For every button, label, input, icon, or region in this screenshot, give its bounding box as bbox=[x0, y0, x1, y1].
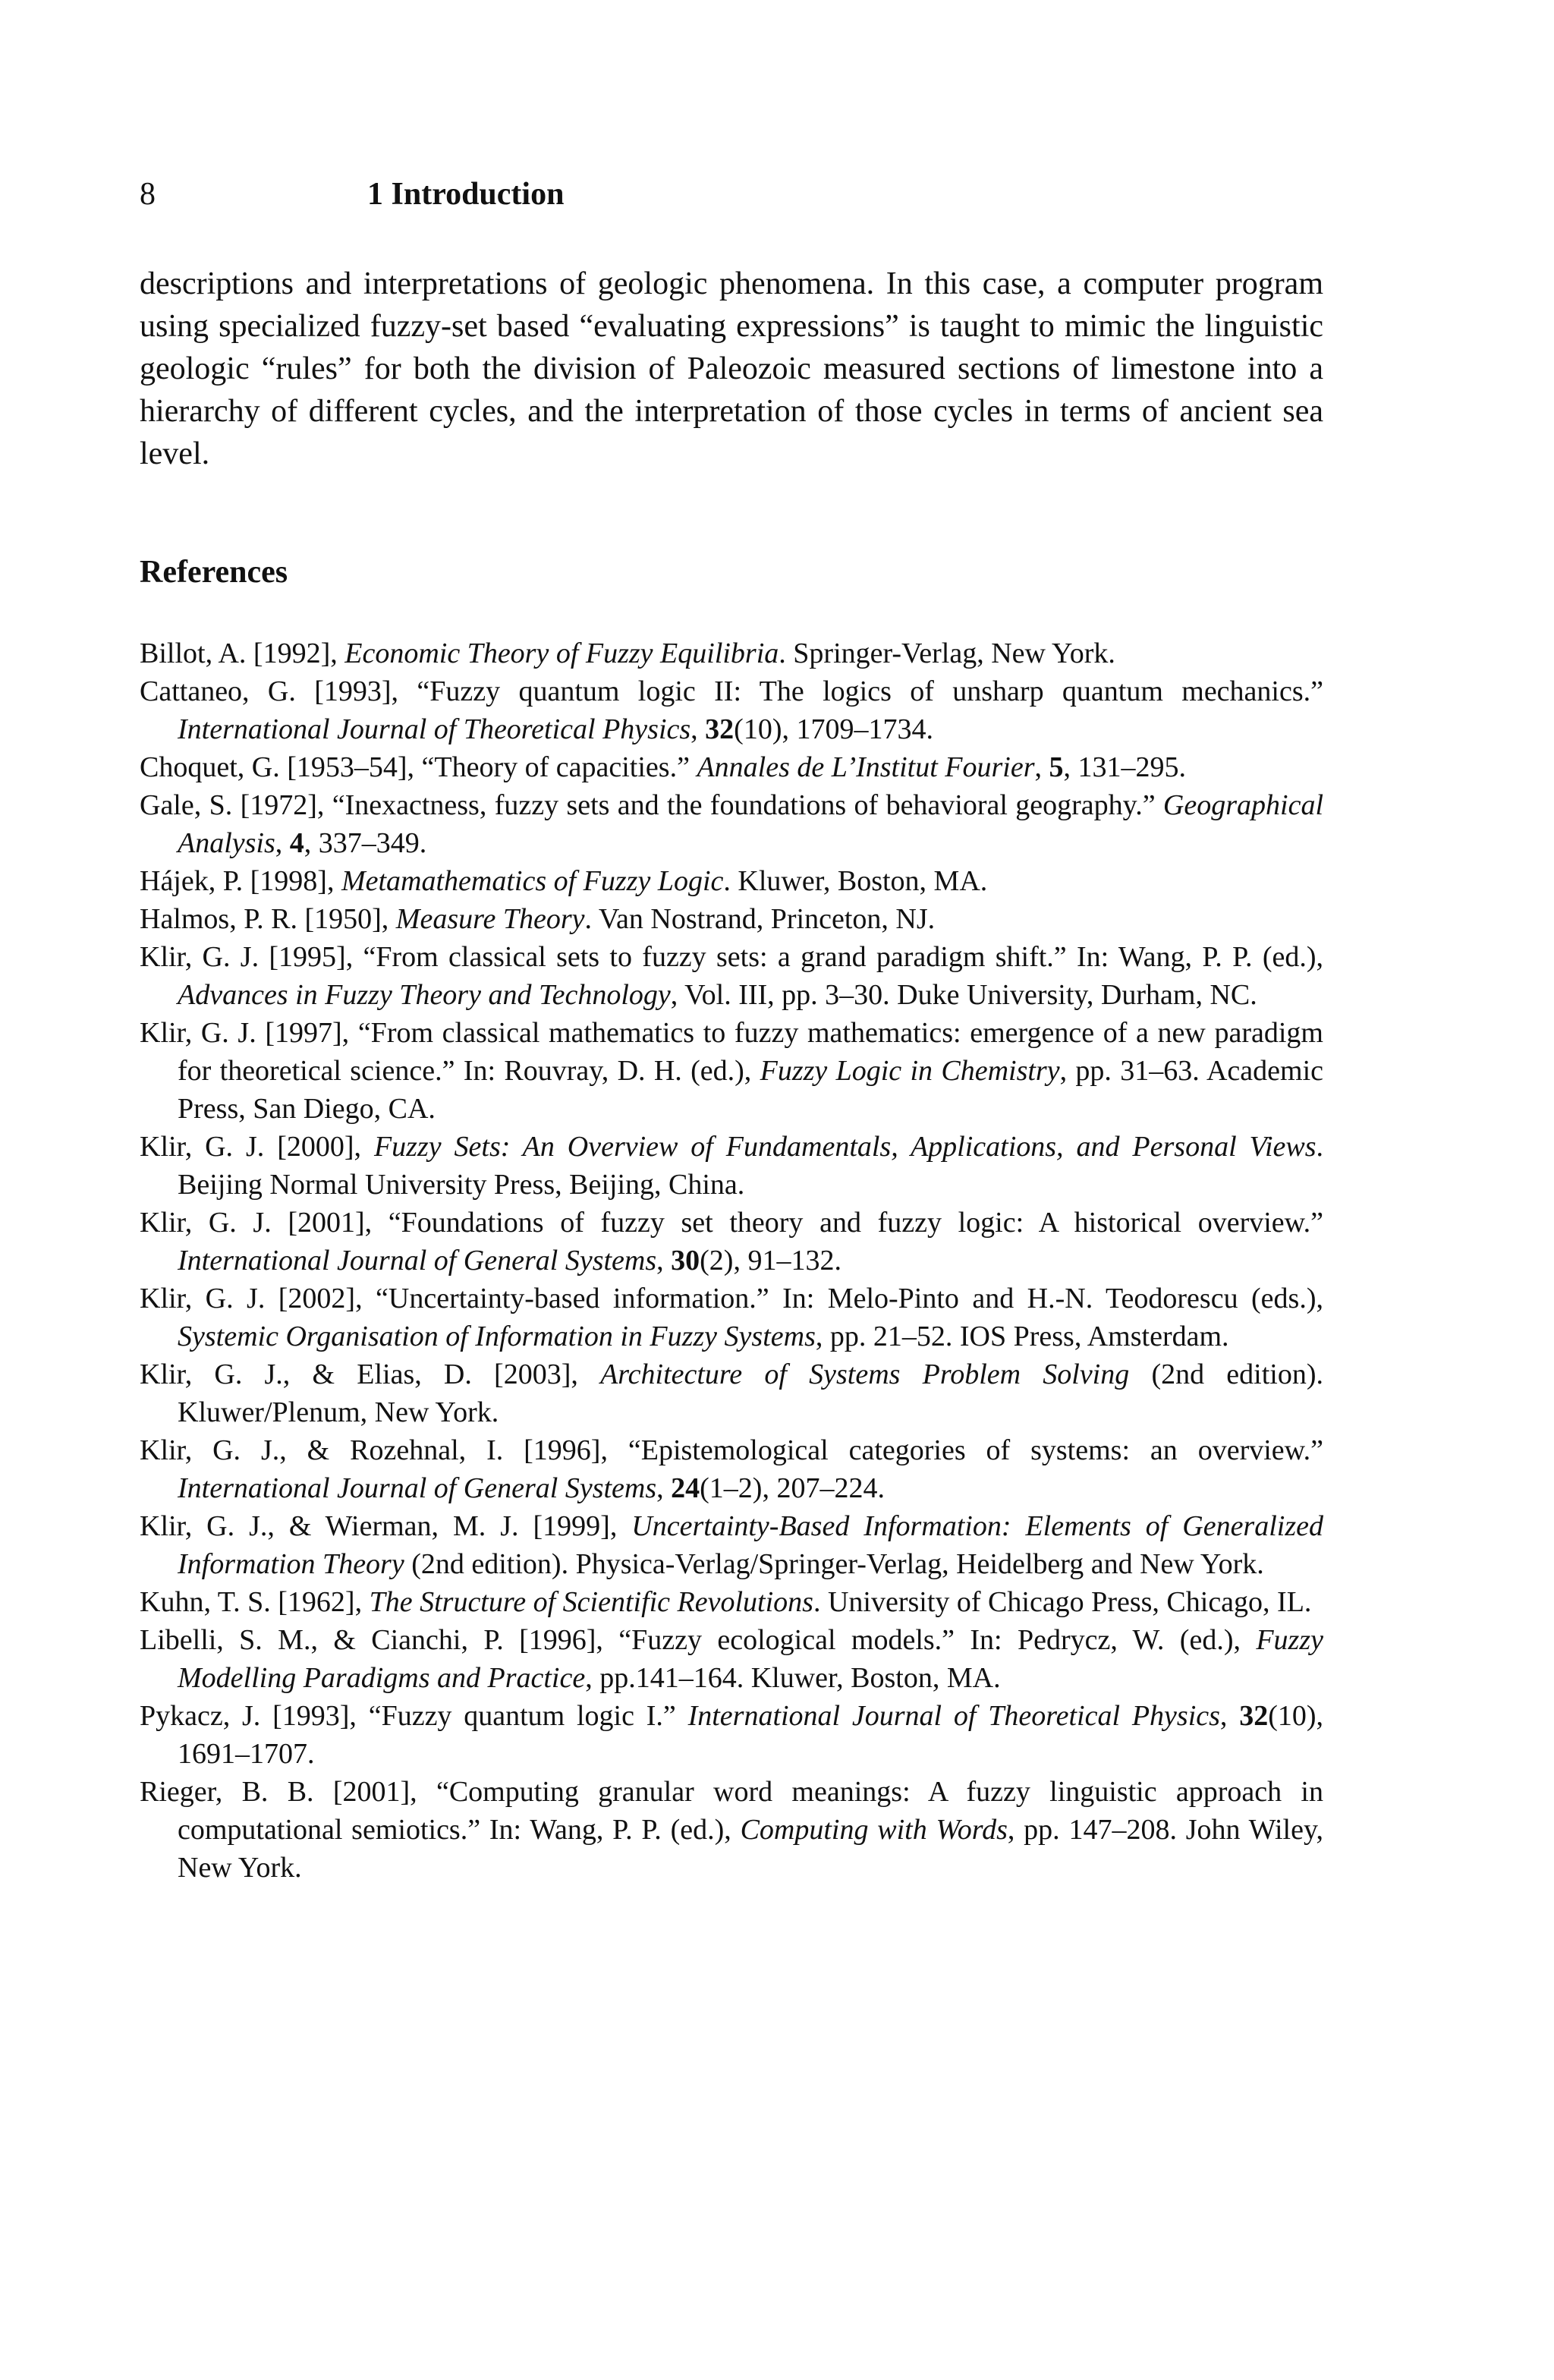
reference-text: Halmos, P. R. [1950], bbox=[140, 903, 396, 935]
reference-text: . University of Chicago Press, Chicago, IL. bbox=[813, 1586, 1312, 1618]
reference-title: Economic Theory of Fuzzy Equilibria bbox=[344, 638, 779, 669]
reference-entry bbox=[140, 1204, 1323, 1280]
reference-title: Fuzzy Sets: An Overview of Fundamentals, Applications, and Personal Views bbox=[373, 1131, 1316, 1163]
reference-text: , bbox=[656, 1472, 672, 1504]
reference-text: (2), 91–132. bbox=[700, 1245, 841, 1277]
reference-title: Measure Theory bbox=[395, 903, 585, 935]
reference-text: Choquet, G. [1953–54], “Theory of capacities.” bbox=[140, 751, 697, 783]
reference-text: , bbox=[656, 1245, 672, 1277]
reference-text: , bbox=[1034, 751, 1049, 783]
reference-title: International Journal of General Systems bbox=[178, 1472, 657, 1504]
reference-title: Computing with Words bbox=[740, 1814, 1008, 1846]
reference-entry bbox=[140, 938, 1323, 1014]
references-list bbox=[140, 634, 1323, 1887]
intro-paragraph: descriptions and interpretations of geologic phenomena. In this case, a computer program using specialized fuzzy-set based “evaluating expressions” is taught to mimic the linguistic geologic “rules” for both the division of Paleozoic measured sections of limestone into a hierarchy of different cycles, and the interpretation of those cycles in terms of ancient sea level. bbox=[140, 266, 1323, 471]
reference-title: International Journal of General Systems bbox=[178, 1245, 657, 1277]
reference-entry bbox=[140, 1697, 1323, 1773]
reference-text: Klir, G. J. [2002], “Uncertainty-based information.” In: Melo-Pinto and H.-N. Teodorescu (eds.), bbox=[140, 1283, 1323, 1314]
reference-title: Fuzzy Logic in Chemistry bbox=[760, 1055, 1060, 1087]
reference-text: , pp. 147–208. John Wiley, New York. bbox=[178, 1814, 1323, 1884]
reference-text: Klir, G. J. [2001], “Foundations of fuzzy set theory and fuzzy logic: A historical overview.” bbox=[140, 1207, 1323, 1239]
reference-text: , bbox=[690, 713, 706, 745]
reference-text: , Vol. III, pp. 3–30. Duke University, Durham, NC. bbox=[670, 979, 1257, 1011]
reference-text: (10), 1709–1734. bbox=[734, 713, 933, 745]
reference-entry bbox=[140, 1280, 1323, 1355]
reference-text: , 337–349. bbox=[304, 827, 427, 859]
reference-text: Klir, G. J., & Wierman, M. J. [1999], bbox=[140, 1510, 632, 1542]
reference-entry bbox=[140, 1128, 1323, 1204]
reference-title: Architecture of Systems Problem Solving bbox=[600, 1358, 1130, 1390]
reference-entry bbox=[140, 672, 1323, 748]
reference-entry bbox=[140, 1431, 1323, 1507]
reference-text: , bbox=[275, 827, 290, 859]
reference-text: Klir, G. J. [1995], “From classical sets to fuzzy sets: a grand paradigm shift.” In: Wang, P. P. (ed.), bbox=[140, 941, 1323, 973]
reference-text: . Beijing Normal University Press, Beijing, China. bbox=[178, 1131, 1324, 1201]
reference-text: Klir, G. J., & Rozehnal, I. [1996], “Epistemological categories of systems: an overview.” bbox=[140, 1434, 1323, 1466]
reference-text: , 131–295. bbox=[1063, 751, 1186, 783]
reference-entry bbox=[140, 1014, 1323, 1128]
reference-text: Hájek, P. [1998], bbox=[140, 865, 341, 897]
reference-text: Cattaneo, G. [1993], “Fuzzy quantum logic II: The logics of unsharp quantum mechanics.” bbox=[140, 675, 1323, 707]
reference-text: (2nd edition). Kluwer/Plenum, New York. bbox=[178, 1358, 1323, 1428]
reference-volume: 5 bbox=[1049, 751, 1064, 783]
reference-text: , pp. 21–52. IOS Press, Amsterdam. bbox=[815, 1321, 1229, 1352]
reference-title: Advances in Fuzzy Theory and Technology bbox=[178, 979, 671, 1011]
reference-text: (1–2), 207–224. bbox=[700, 1472, 885, 1504]
reference-text: Rieger, B. B. [2001], “Computing granular word meanings: A fuzzy linguistic approach in computational semiotics.” In: Wang, P. P. (ed.), bbox=[140, 1776, 1323, 1846]
page-number: 8 bbox=[140, 177, 156, 212]
reference-entry bbox=[140, 786, 1323, 862]
reference-text: Pykacz, J. [1993], “Fuzzy quantum logic I.” bbox=[140, 1700, 688, 1732]
reference-entry bbox=[140, 1621, 1323, 1697]
reference-text: Kuhn, T. S. [1962], bbox=[140, 1586, 370, 1618]
reference-text: (2nd edition). Physica-Verlag/Springer-Verlag, Heidelberg and New York. bbox=[404, 1548, 1264, 1580]
reference-title: Systemic Organisation of Information in Fuzzy Systems bbox=[178, 1321, 816, 1352]
reference-text: Klir, G. J. [2000], bbox=[140, 1131, 374, 1163]
reference-entry bbox=[140, 1583, 1323, 1621]
reference-title: The Structure of Scientific Revolutions bbox=[369, 1586, 813, 1618]
reference-title: Geographical Analysis bbox=[178, 789, 1323, 859]
reference-text: , bbox=[1219, 1700, 1240, 1732]
running-head bbox=[140, 172, 1323, 217]
reference-volume: 32 bbox=[1239, 1700, 1269, 1732]
reference-volume: 4 bbox=[289, 827, 304, 859]
reference-title: Metamathematics of Fuzzy Logic bbox=[341, 865, 724, 897]
reference-text: Libelli, S. M., & Cianchi, P. [1996], “Fuzzy ecological models.” In: Pedrycz, W. (ed.), bbox=[140, 1624, 1257, 1656]
reference-entry bbox=[140, 862, 1323, 900]
reference-entry bbox=[140, 1355, 1323, 1431]
reference-entry bbox=[140, 1773, 1323, 1887]
reference-entry bbox=[140, 634, 1323, 672]
reference-entry bbox=[140, 748, 1323, 786]
reference-text: Klir, G. J. [1997], “From classical mathematics to fuzzy mathematics: emergence of a new paradigm for theoretical science.” In: Rouvray, D. H. (ed.), bbox=[140, 1017, 1323, 1087]
reference-volume: 24 bbox=[671, 1472, 700, 1504]
reference-entry bbox=[140, 900, 1323, 938]
reference-title: Annales de L’Institut Fourier bbox=[697, 751, 1035, 783]
reference-volume: 32 bbox=[705, 713, 735, 745]
reference-text: Klir, G. J., & Elias, D. [2003], bbox=[140, 1358, 601, 1390]
reference-title: Fuzzy Modelling Paradigms and Practice bbox=[178, 1624, 1323, 1694]
reference-text: Billot, A. [1992], bbox=[140, 638, 345, 669]
references-heading: References bbox=[140, 555, 288, 590]
reference-text: . Kluwer, Boston, MA. bbox=[723, 865, 988, 897]
reference-text: (10), 1691–1707. bbox=[178, 1700, 1324, 1770]
reference-text: . Springer-Verlag, New York. bbox=[779, 638, 1115, 669]
chapter-title: 1 Introduction bbox=[367, 177, 565, 212]
reference-text: . Van Nostrand, Princeton, NJ. bbox=[584, 903, 936, 935]
reference-title: Uncertainty-Based Information: Elements of Generalized Information Theory bbox=[178, 1510, 1323, 1580]
reference-text: Gale, S. [1972], “Inexactness, fuzzy sets and the foundations of behavioral geography.” bbox=[140, 789, 1163, 821]
reference-title: International Journal of Theoretical Physics bbox=[687, 1700, 1220, 1732]
reference-title: International Journal of Theoretical Physics bbox=[178, 713, 691, 745]
reference-volume: 30 bbox=[671, 1245, 700, 1277]
reference-entry bbox=[140, 1507, 1323, 1583]
reference-text: , pp.141–164. Kluwer, Boston, MA. bbox=[585, 1662, 1001, 1694]
reference-text: , pp. 31–63. Academic Press, San Diego, CA. bbox=[178, 1055, 1323, 1125]
